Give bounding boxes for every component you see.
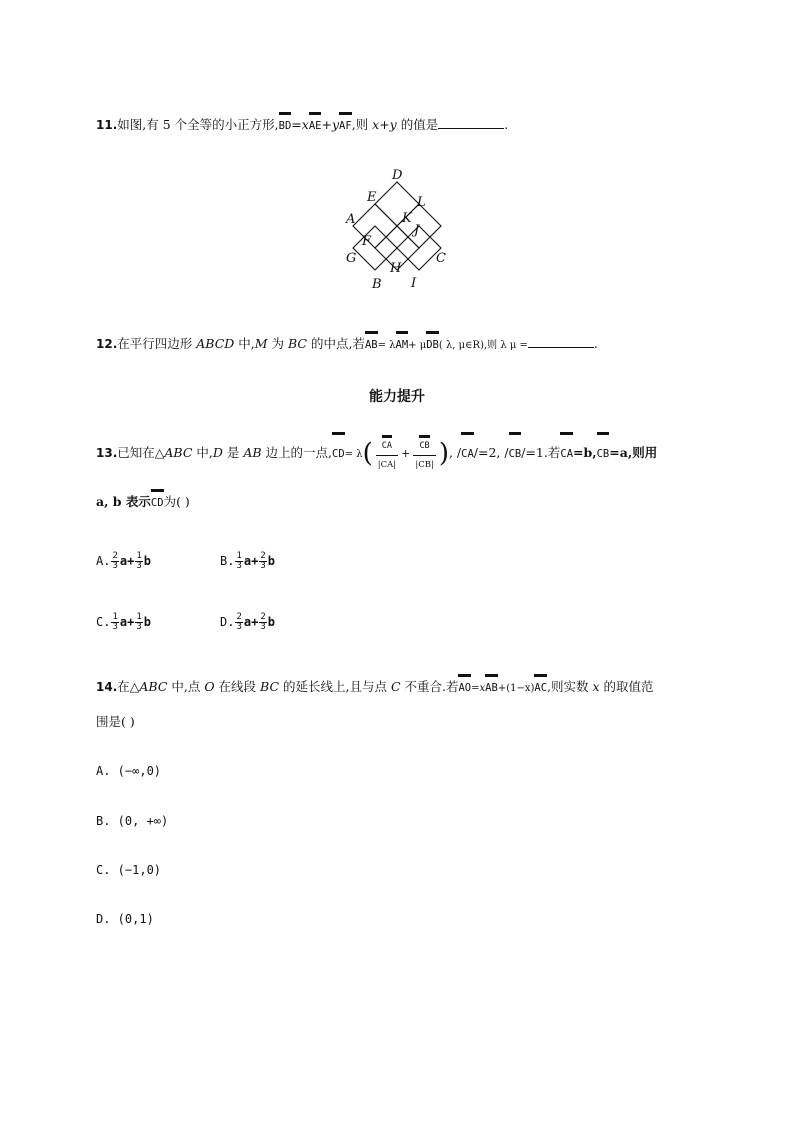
q13-line: 13.已知在△ABC 中,D 是 AB 边上的一点,CD= λ( CA |CA| + CB |CB| ), /CA/=2, /CB/=1.若CA=b,CB=a,则用 xyxy=(96,433,657,474)
section-title: 能力提升 xyxy=(369,389,425,405)
vector-cd: CD xyxy=(151,490,164,513)
vector-ao: AO xyxy=(458,675,471,698)
q14-option-c[interactable]: C. (−1,0) xyxy=(96,863,162,877)
answer-blank[interactable] xyxy=(438,116,504,129)
unit-vector-cb: CB |CB| xyxy=(413,434,435,474)
answer-blank[interactable] xyxy=(528,335,594,348)
label-D: D xyxy=(392,168,403,183)
q14-option-d[interactable]: D. (0,1) xyxy=(96,912,154,926)
q11-text: 如图,有 5 个全等的小正方形, xyxy=(117,117,279,132)
vector-bd: BD xyxy=(279,113,292,136)
q13-option-a[interactable]: A. $\frac{2}{3}$ a+ $\frac{1}{3}$ b xyxy=(96,551,151,571)
vector-af: AF xyxy=(339,113,352,136)
label-I: I xyxy=(411,276,417,291)
vector-cd: CD xyxy=(332,433,345,472)
q11-line: 11.如图,有 5 个全等的小正方形,BD=xAE+yAF,则 x+y 的值是 . xyxy=(96,113,508,136)
q13-number: 13. xyxy=(96,446,118,460)
label-B: B xyxy=(372,277,382,292)
five-squares-figure xyxy=(340,163,480,298)
label-G: G xyxy=(346,251,357,266)
q12-number: 12. xyxy=(96,337,118,351)
q11-number: 11. xyxy=(96,118,118,132)
vector-ab: AB xyxy=(365,332,378,355)
vector-am: AM xyxy=(396,332,409,355)
label-C: C xyxy=(436,251,446,266)
label-A: A xyxy=(346,212,356,227)
label-F: F xyxy=(362,234,372,249)
q14-line-2: 围是( ) xyxy=(96,714,135,729)
q13-option-c[interactable]: C. $\frac{1}{3}$ a+ $\frac{1}{3}$ b xyxy=(96,612,151,632)
q14-option-a[interactable]: A. (−∞,0) xyxy=(96,764,162,778)
label-K: K xyxy=(402,211,412,226)
label-E: E xyxy=(367,190,377,205)
q14-line: 14.在△ABC 中,点 O 在线段 BC 的延长线上,且与点 C 不重合.若AO=xAB+(1−x)AC,则实数 x 的取值范 xyxy=(96,675,654,699)
q13-option-d[interactable]: D. $\frac{2}{3}$ a+ $\frac{2}{3}$ b xyxy=(220,612,275,632)
q14-option-b[interactable]: B. (0, +∞) xyxy=(96,814,169,828)
vector-ac: AC xyxy=(534,675,547,698)
label-H: H xyxy=(390,261,402,276)
vector-db: DB xyxy=(426,332,439,355)
label-J: J xyxy=(414,223,420,238)
vector-ae: AE xyxy=(309,113,322,136)
q12-line: 12.在平行四边形 ABCD 中,M 为 BC 的中点,若AB= λAM+ μDB( λ, μ∈R),则 λ μ = . xyxy=(96,332,598,356)
unit-vector-ca: CA |CA| xyxy=(376,434,398,474)
label-L: L xyxy=(417,195,426,210)
q14-number: 14. xyxy=(96,680,118,694)
vector-ab: AB xyxy=(485,675,498,698)
q13-option-b[interactable]: B. $\frac{1}{3}$ a+ $\frac{2}{3}$ b xyxy=(220,551,275,571)
q13-line-2: a, b 表示CD为( ) xyxy=(96,490,190,513)
